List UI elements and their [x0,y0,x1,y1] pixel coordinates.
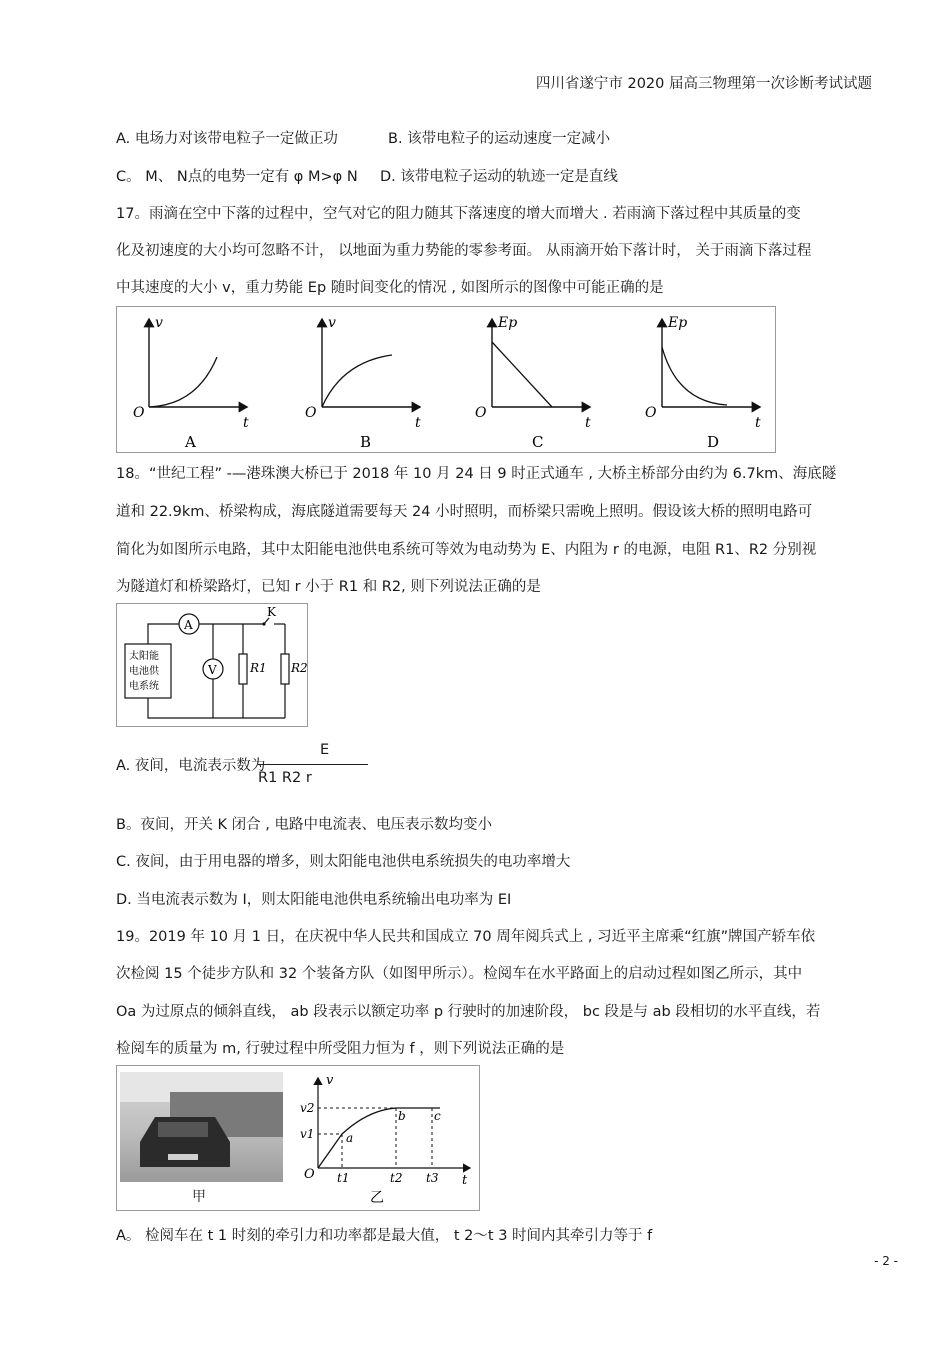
graph-b-curve [322,355,392,407]
graph-b-xlabel: t [415,415,421,431]
q18-option-c: C. 夜间，由于用电器的增多，则太阳能电池供电系统损失的电功率增大 [116,854,571,870]
vt-v2-label: v2 [300,1101,315,1115]
graph-d-origin: O [645,405,657,421]
resistor-r1 [239,654,247,684]
source-label-2: 电池供 [129,666,159,677]
q19-vt-graph [290,1068,476,1206]
q16-option-b: B. 该带电粒子的运动速度一定减小 [388,131,611,147]
q17-graph-panel [116,306,776,453]
graph-d-xlabel: t [755,415,761,431]
q18-option-d: D. 当电流表示数为 I，则太阳能电池供电系统输出电功率为 EI [116,892,512,908]
graph-d-curve [662,347,727,405]
q16-option-a: A. 电场力对该带电粒子一定做正功 [116,131,338,147]
fraction-bar [258,764,368,765]
q18-text-line4: 为隧道灯和桥梁路灯，已知 r 小于 R1 和 R2, 则下列说法正确的是 [116,579,541,595]
graph-c-origin: O [475,405,487,421]
ammeter-label: A [184,618,193,632]
q16-option-d: D. 该带电粒子运动的轨迹一定是直线 [380,169,618,185]
circuit-svg [117,604,307,726]
q19-text-line1: 19。2019 年 10 月 1 日，在庆祝中华人民共和国成立 70 周年阅兵式上 , 习近平主席乘“红旗”牌国产轿车依 [116,929,816,945]
vt-point-b: b [398,1109,406,1123]
graph-c [475,315,591,451]
graph-c-xlabel: t [585,415,591,431]
q17-text-line1: 17。雨滴在空中下落的过程中，空气对它的阻力随其下落速度的增大而增大 . 若雨滴下落过程中其质量的变 [116,206,801,222]
q19-text-line2: 次检阅 15 个徒步方队和 32 个装备方队（如图甲所示）。检阅车在水平路面上的启动过程如图乙所示，其中 [116,966,803,982]
q18-option-a: A. 夜间，电流表示数为 [116,758,266,774]
r2-label: R2 [291,661,307,675]
parade-photo-svg [120,1072,283,1182]
graph-d-letter: D [707,433,720,451]
vt-t3-label: t3 [426,1171,439,1185]
resistor-r2 [281,654,289,684]
graph-a-origin: O [133,405,145,421]
graph-d-ylabel: Ep [668,315,688,331]
graph-d [645,315,761,451]
q18-text-line1: 18。“世纪工程” -—港珠澳大桥已于 2018 年 10 月 24 日 9 时正式通车 , 大桥主桥部分由约为 6.7km、海底隧 [116,466,837,482]
parade-car-photo [120,1072,283,1182]
vt-origin: O [304,1167,315,1182]
graph-c-ylabel: Ep [498,315,518,331]
vt-point-c: c [434,1109,441,1123]
graph-a-xlabel: t [243,415,249,431]
fraction-denominator: R1 R2 r [258,770,312,786]
q16-option-c: C。 M、 N点的电势一定有 φ M>φ N [116,169,358,185]
graph-a-ylabel: v [155,315,163,331]
vt-point-a: a [346,1131,354,1145]
q18-circuit-diagram [116,603,308,727]
vt-ylabel: v [326,1073,334,1088]
figure-yi-caption: 乙 [370,1190,384,1206]
q17-text-line2: 化及初速度的大小均可忽略不计， 以地面为重力势能的零参考面。 从雨滴开始下落计时， 关于雨滴下落过程 [116,243,812,259]
source-label-3: 电系统 [129,681,159,692]
source-label-1: 太阳能 [129,651,159,662]
vt-xlabel: t [462,1173,468,1188]
graph-c-letter: C [532,433,544,451]
graph-b-origin: O [305,405,317,421]
graph-a-letter: A [185,433,196,451]
voltmeter-label: V [208,663,217,677]
graph-b-letter: B [360,433,372,451]
vt-t2-label: t2 [390,1171,403,1185]
q17-graphs-svg [117,307,775,452]
vt-v1-label: v1 [300,1127,315,1141]
q19-text-line3: Oa 为过原点的倾斜直线， ab 段表示以额定功率 p 行驶时的加速阶段， bc 段是与 ab 段相切的水平直线，若 [116,1004,821,1020]
q19-text-line4: 检阅车的质量为 m, 行驶过程中所受阻力恒为 f ，则下列说法正确的是 [116,1041,565,1057]
graph-b-ylabel: v [328,315,336,331]
graph-c-line [492,342,552,407]
graph-a-curve [149,357,217,407]
switch-label: K [267,605,276,619]
q18-text-line2: 道和 22.9km、桥梁构成，海底隧道需要每天 24 小时照明，而桥梁只需晚上照明。假设该大桥的照明电路可 [116,504,813,520]
figure-jia-caption: 甲 [192,1189,206,1205]
vt-curve [318,1108,440,1168]
vt-t1-label: t1 [337,1171,350,1185]
graph-b [305,315,421,451]
page-header: 四川省遂宁市 2020 届高三物理第一次诊断考试试题 [535,76,872,92]
fraction-numerator: E [320,742,330,758]
q19-option-a: A。 检阅车在 t 1 时刻的牵引力和功率都是最大值， t 2～t 3 时间内其牵引力等于 f [116,1228,653,1244]
q18-text-line3: 简化为如图所示电路，其中太阳能电池供电系统可等效为电动势为 E、内阻为 r 的电源，电阻 R1、R2 分别视 [116,542,817,558]
r1-label: R1 [250,661,267,675]
page-number: - 2 - [874,1254,898,1268]
q18-option-b: B。夜间，开关 K 闭合 , 电路中电流表、电压表示数均变小 [116,817,492,833]
q17-text-line3: 中其速度的大小 v，重力势能 Ep 随时间变化的情况 , 如图所示的图像中可能正确的是 [116,280,664,296]
graph-a [133,315,249,451]
